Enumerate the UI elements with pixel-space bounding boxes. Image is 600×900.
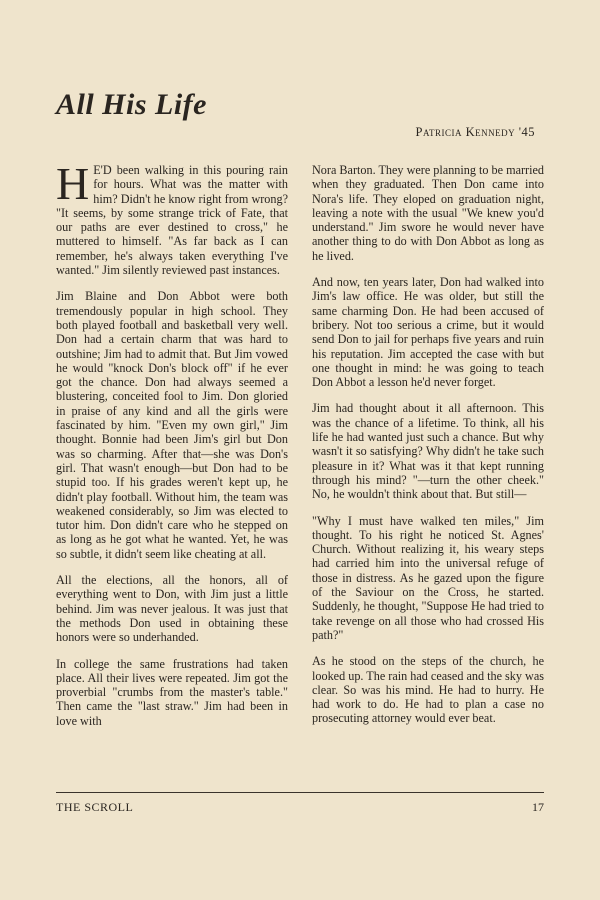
- paragraph: Jim Blaine and Don Abbot were both tremendously popular in high school. They both played football and basketball very well. Don had a certain charm that was hard to outshine; Jim had to admit that. But Jim vowed he would "knock Don's block off" if he ever got the chance. Don had always seemed a blustering, conceited fool to Jim. Don gloried in praise of any kind and all the girls were fascinated by him. "Even my own girl," Jim thought. Bonnie had been Jim's girl but Don was so charming. After that—she was Don's girl. That wasn't enough—but Don had to be stupid too. If his grades weren't kept up, he didn't play football. Without him, the team was weakened considerably, so Jim was elected to tutor him. Don didn't care who he stepped on as long as he got what he wanted. Yet, he was so subtle, it didn't seem like cheating at all.: [56, 289, 288, 561]
- paragraph: Jim had thought about it all afternoon. This was the chance of a lifetime. To think, all his life he had wanted just such a chance. But why wasn't it so satisfying? Why didn't he take such pleasure in it? What was it that kept running through his mind? "—turn the other cheek." No, he wouldn't think about that. But still—: [312, 401, 544, 502]
- left-column: [56, 158, 288, 740]
- article-byline: Patricia Kennedy '45: [415, 125, 535, 139]
- paragraph: And now, ten years later, Don had walked into Jim's law office. He was older, but still the same charming Don. He had been accused of bribery. Not too serious a crime, but it would send Don to jail for perhaps five years and ruin his reputation. Jim accepted the case with but one thought in mind: he was going to teach Don Abbot a lesson he'd never forget.: [312, 275, 544, 390]
- paragraph: "Why I must have walked ten miles," Jim thought. To his right he noticed St. Agnes' Church. Without realizing it, his weary steps had carried him into the universal refuge of those in distress. As he gazed upon the figure of the Saviour on the Cross, he started. Suddenly, he thought, "Suppose He had tried to take revenge on all those who had crossed His path?": [312, 513, 544, 642]
- article-title: All His Life: [56, 88, 207, 121]
- page-number: 17: [532, 800, 544, 814]
- drop-cap: H: [56, 158, 90, 209]
- right-column: [312, 163, 544, 738]
- paragraph-text: E'D been walking in this pouring rain for hours. What was the matter with him? Didn't he know right from wrong? "It seems, by some strange trick of Fate, that our paths are ever destined to cross," he muttered to himself. "As far back as I can remember, he's always taken everything I've wanted." Jim silently reviewed past instances.: [56, 163, 288, 278]
- paragraph: In college the same frustrations had taken place. All their lives were repeated. Jim got the proverbial "crumbs from the master's table." Then came the "last straw." Jim had been in love with: [56, 656, 288, 728]
- paragraph: All the elections, all the honors, all of everything went to Don, with Jim just a little behind. Jim was never jealous. It was just that the methods Don used in obtaining these honors were so underhanded.: [56, 573, 288, 645]
- paragraph: [56, 158, 288, 278]
- publication-name: THE SCROLL: [56, 800, 134, 814]
- paragraph: As he stood on the steps of the church, he looked up. The rain had ceased and the sky was clear. So was his mind. He had to hurry. He had work to do. He had to plan a case no prosecuting attorney would ever beat.: [312, 654, 544, 726]
- footer-rule: [56, 792, 544, 793]
- paragraph: Nora Barton. They were planning to be married when they graduated. Then Don came into Nora's life. They eloped on graduation night, leaving a note with the usual "We knew you'd understand." Jim swore he would never have another thing to do with Don Abbot as long as he lived.: [312, 163, 544, 263]
